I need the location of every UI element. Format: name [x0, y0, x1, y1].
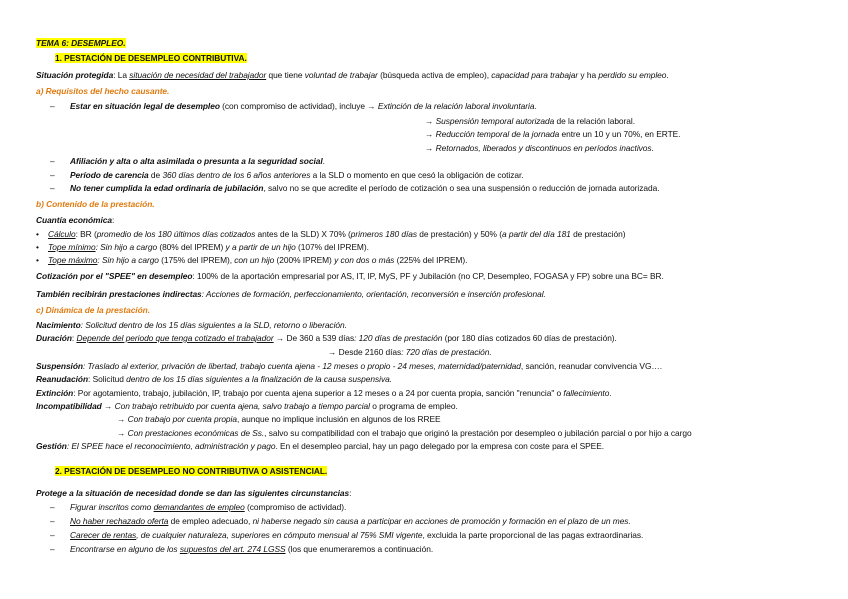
requisito-1-line-4: → Retornados, liberados y discontinuos en períodos inactivos. — [425, 143, 654, 153]
requisito-2: – Afiliación y alta o alta asimilada o presunta a la seguridad social. — [50, 156, 325, 166]
cuantia-economica: Cuantía económica: — [36, 215, 115, 225]
nacimiento: Nacimiento: Solicitud dentro de los 15 días siguientes a la SLD, retorno o liberación. — [36, 320, 347, 330]
incompatibilidad: Incompatibilidad → Con trabajo retribuido por cuenta ajena, salvo trabajo a tiempo parcial o programa de empleo. — [36, 401, 458, 411]
title-text: TEMA 6: DESEMPLEO. — [36, 38, 126, 48]
cotizacion-spee: Cotización por el "SPEE" en desempleo: 100% de la aportación empresarial por AS, IT, IP, MyS, PF y Jubilación (no CP, Desempleo, FOGASA y FP) sobre una BC= BR. — [36, 271, 664, 281]
requisito-4: – No tener cumplida la edad ordinaria de jubilación, salvo no se que acredite el período de cotización o sea una suspensión o reducción de jornada autorizada. — [50, 183, 660, 193]
section-1-heading: 1. PESTACIÓN DE DESEMPLEO CONTRIBUTIVA. — [55, 53, 247, 63]
extincion: Extinción: Por agotamiento, trabajo, jubilación, IP, trabajo por cuenta ajena superior a 12 meses o a 24 por cuenta propia, sanción "renuncia" o fallecimiento. — [36, 388, 612, 398]
subheading-a: a) Requisitos del hecho causante. — [36, 86, 170, 96]
subheading-b: b) Contenido de la prestación. — [36, 199, 155, 209]
tope-maximo: • Tope máximo: Sin hijo a cargo (175% del IPREM), con un hijo (200% IPREM) y con dos o más (225% del IPREM). — [36, 255, 468, 265]
duracion: Duración: Depende del periodo que tenga cotizado el trabajador → De 360 a 539 días: 120 días de prestación (por 180 días cotizados 60 días de prestación). — [36, 333, 617, 343]
section-2-intro: Protege a la situación de necesidad donde se dan las siguientes circunstancias: — [36, 488, 352, 498]
circunstancia-4: – Encontrarse en alguno de los supuestos del art. 274 LGSS (los que enumeraremos a continuación. — [50, 544, 434, 554]
suspension: Suspensión: Traslado al exterior, privación de libertad, trabajo cuenta ajena - 12 meses o propio - 24 meses, maternidad/paternidad, sanción, reanudar convivencia VG…. — [36, 361, 663, 371]
subheading-c: c) Dinámica de la prestación. — [36, 305, 150, 315]
situacion-protegida: Situación protegida: La situación de necesidad del trabajador que tiene voluntad de trabajar (búsqueda activa de empleo), capacidad para trabajar y ha perdido su empleo. — [36, 70, 669, 80]
tope-minimo: • Tope mínimo: Sin hijo a cargo (80% del IPREM) y a partir de un hijo (107% del IPREM). — [36, 242, 369, 252]
section-2-heading: 2. PESTACIÓN DE DESEMPLEO NO CONTRIBUTIVA O ASISTENCIAL. — [55, 466, 328, 476]
circunstancia-2: – No haber rechazado oferta de empleo adecuado, ni haberse negado sin causa a participar en acciones de promoción y formación en el plazo de un mes. — [50, 516, 631, 526]
circunstancia-3: – Carecer de rentas, de cualquier naturaleza, superiores en cómputo mensual al 75% SMI vigente, excluida la parte proporcional de las pagas extraordinarias. — [50, 530, 644, 540]
reanudacion: Reanudación: Solicitud dentro de los 15 días siguientes a la finalización de la causa suspensiva. — [36, 374, 392, 384]
requisito-3: – Período de carencia de 360 días dentro de los 6 años anteriores a la SLD o momento en que cesó la obligación de cotizar. — [50, 170, 524, 180]
doc-title — [36, 38, 126, 49]
incompatibilidad-line-2: → Con trabajo por cuenta propia, aunque no implique inclusión en algunos de los RREE — [117, 414, 441, 424]
circunstancia-1: – Figurar inscritos como demandantes de empleo (compromiso de actividad). — [50, 502, 347, 512]
duracion-line-2: → Desde 2160 días: 720 días de prestación. — [328, 347, 492, 357]
requisito-1-line-3: → Reducción temporal de la jornada entre un 10 y un 70%, en ERTE. — [425, 129, 681, 139]
requisito-1: – Estar en situación legal de desempleo (con compromiso de actividad), incluye → Extinción de la relación laboral involuntaria. — [50, 101, 537, 111]
gestion: Gestión: El SPEE hace el reconocimiento, administración y pago. En el desempleo parcial, hay un pago delegado por la empresa con coste para el SPEE. — [36, 441, 605, 451]
incompatibilidad-line-3: → Con prestaciones económicas de Ss., salvo su compatibilidad con el trabajo que originó la prestación por desempleo o jubilación parcial o por hijo a cargo — [117, 428, 692, 438]
prestaciones-indirectas: También recibirán prestaciones indirectas: Acciones de formación, perfeccionamiento, orientación, reconversión e inserción profesional. — [36, 289, 546, 299]
calculo: • Cálculo: BR (promedio de los 180 últimos días cotizados antes de la SLD) X 70% (primeros 180 días de prestación) y 50% (a partir del día 181 de prestación) — [36, 229, 626, 239]
requisito-1-line-2: → Suspensión temporal autorizada de la relación laboral. — [425, 116, 635, 126]
